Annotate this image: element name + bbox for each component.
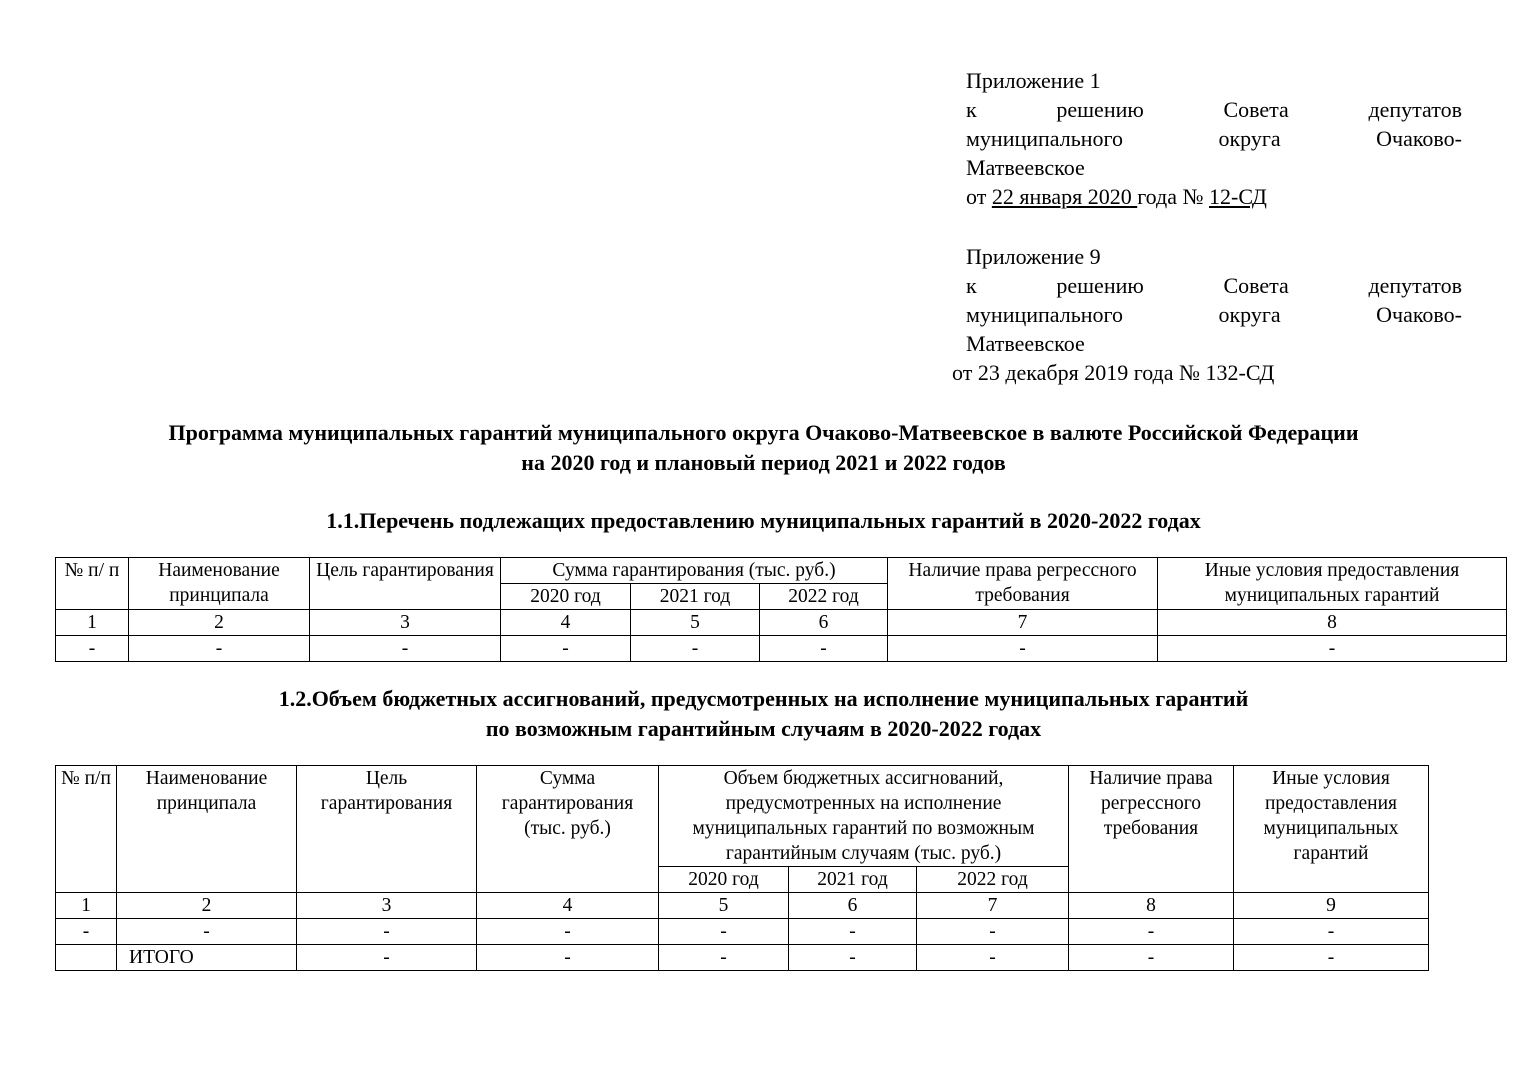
- appendix-9-line-2: [966, 271, 1462, 300]
- appendix-9-line-4: Матвеевское: [966, 331, 1085, 356]
- table-cell: 4: [501, 610, 631, 636]
- header-year-2022: 2022 год: [917, 867, 1069, 893]
- word: депутатов: [1368, 97, 1462, 122]
- appendix-9-title: Приложение 9: [966, 244, 1101, 269]
- header-num: № п/п: [56, 766, 117, 893]
- appendix-9-line-3: [966, 300, 1462, 329]
- header-year-2020: 2020 год: [501, 584, 631, 610]
- table-cell: -: [631, 636, 760, 662]
- word: депутатов: [1368, 273, 1462, 298]
- table-cell: 7: [888, 610, 1158, 636]
- decision-date: 22 января 2020: [991, 184, 1138, 209]
- word: решению: [1056, 273, 1144, 298]
- table-cell: [56, 945, 117, 971]
- word: Очаково-: [1376, 302, 1462, 327]
- table-cell: 4: [477, 893, 659, 919]
- header-principal: Наименование принципала: [129, 558, 310, 610]
- guarantees-list-table: [55, 557, 1507, 662]
- header-year-2021: 2021 год: [631, 584, 760, 610]
- table-cell: -: [789, 945, 917, 971]
- header-regress: Наличие права регрессного требования: [1069, 766, 1234, 893]
- table-cell: -: [1158, 636, 1507, 662]
- header-purpose: Цель гарантирования: [310, 558, 501, 610]
- table-header-row: [56, 558, 1507, 584]
- table-cell: -: [56, 919, 117, 945]
- table-header-row: [56, 766, 1429, 867]
- appendix-1-block: [966, 66, 1462, 211]
- header-other-conditions: Иные условия предоставления муниципальных гарантий: [1158, 558, 1507, 610]
- header-num: № п/ п: [56, 558, 129, 610]
- header-year-2022: 2022 год: [760, 584, 888, 610]
- word: округа: [1218, 126, 1281, 151]
- decision-number: 12-СД: [1209, 184, 1267, 209]
- header-principal: Наименование принципала: [117, 766, 297, 893]
- table-cell: -: [477, 919, 659, 945]
- table-cell: -: [129, 636, 310, 662]
- table-cell: 8: [1069, 893, 1234, 919]
- table-cell: 1: [56, 893, 117, 919]
- budget-allocations-table: [55, 765, 1429, 971]
- word: решению: [1056, 97, 1144, 122]
- table-cell: -: [917, 919, 1069, 945]
- table-row: [56, 636, 1507, 662]
- table-cell: -: [1069, 919, 1234, 945]
- total-label: ИТОГО: [117, 945, 297, 971]
- header-year-2021: 2021 год: [789, 867, 917, 893]
- word: округа: [1218, 302, 1281, 327]
- appendix-1-date-line: [966, 182, 1462, 211]
- header-sum-group: Сумма гарантирования (тыс. руб.): [501, 558, 888, 584]
- appendix-9-date-line: от 23 декабря 2019 года № 132-СД: [952, 360, 1275, 385]
- header-sum: Сумма гарантирования (тыс. руб.): [477, 766, 659, 893]
- word: Очаково-: [1376, 126, 1462, 151]
- appendix-1-title: Приложение 1: [966, 68, 1101, 93]
- appendix-1-line-4: Матвеевское: [966, 155, 1085, 180]
- appendix-1-line-2: [966, 95, 1462, 124]
- word: муниципального: [966, 126, 1124, 151]
- total-row: [56, 945, 1429, 971]
- word: муниципального: [966, 302, 1124, 327]
- page-title-line-2: на 2020 год и плановый период 2021 и 2022 годов: [521, 450, 1006, 475]
- word: Совета: [1223, 273, 1289, 298]
- table-cell: -: [1234, 919, 1429, 945]
- table-cell: -: [56, 636, 129, 662]
- header-year-2020: 2020 год: [659, 867, 789, 893]
- table-cell: -: [117, 919, 297, 945]
- table-cell: -: [789, 919, 917, 945]
- date-mid: года №: [1137, 184, 1209, 209]
- word: Совета: [1223, 97, 1289, 122]
- appendix-1-line-3: [966, 124, 1462, 153]
- word: к: [966, 97, 977, 122]
- header-regress: Наличие права регрессного требования: [888, 558, 1158, 610]
- section-2-title-line-1: 1.2.Объем бюджетных ассигнований, предусмотренных на исполнение муниципальных гарантий: [278, 686, 1249, 711]
- table-cell: 3: [297, 893, 477, 919]
- section-1-title: 1.1.Перечень подлежащих предоставлению муниципальных гарантий в 2020-2022 годах: [326, 508, 1201, 533]
- table-cell: -: [659, 919, 789, 945]
- word: к: [966, 273, 977, 298]
- table-cell: 5: [631, 610, 760, 636]
- page-title-line-1: Программа муниципальных гарантий муниципального округа Очаково-Матвеевское в валюте Российской Федерации: [168, 420, 1359, 445]
- table-cell: -: [297, 945, 477, 971]
- page-title: [0, 418, 1527, 478]
- column-number-row: [56, 610, 1507, 636]
- table-row: [56, 919, 1429, 945]
- table-cell: 6: [789, 893, 917, 919]
- header-other-conditions: Иные условия предоставления муниципальных гарантий: [1234, 766, 1429, 893]
- appendix-9-block: [952, 242, 1462, 387]
- header-volume-group: Объем бюджетных ассигнований, предусмотренных на исполнение муниципальных гарантий по возможным гарантийным случаям (тыс. руб.): [659, 766, 1069, 867]
- section-2-title: [0, 684, 1527, 744]
- table-cell: -: [1069, 945, 1234, 971]
- table-cell: -: [310, 636, 501, 662]
- table-cell: -: [477, 945, 659, 971]
- header-purpose: Цель гарантирования: [297, 766, 477, 893]
- date-prefix: от: [966, 184, 992, 209]
- table-cell: 5: [659, 893, 789, 919]
- table-cell: 9: [1234, 893, 1429, 919]
- table-cell: 6: [760, 610, 888, 636]
- table-cell: 2: [129, 610, 310, 636]
- table-cell: 7: [917, 893, 1069, 919]
- table-cell: -: [917, 945, 1069, 971]
- table-cell: -: [888, 636, 1158, 662]
- table-cell: -: [501, 636, 631, 662]
- table-cell: -: [297, 919, 477, 945]
- table-cell: 1: [56, 610, 129, 636]
- table-cell: 2: [117, 893, 297, 919]
- table-cell: -: [1234, 945, 1429, 971]
- table-cell: 8: [1158, 610, 1507, 636]
- table-cell: 3: [310, 610, 501, 636]
- table-cell: -: [659, 945, 789, 971]
- table-cell: -: [760, 636, 888, 662]
- section-2-title-line-2: по возможным гарантийным случаям в 2020-2022 годах: [485, 716, 1042, 741]
- column-number-row: [56, 893, 1429, 919]
